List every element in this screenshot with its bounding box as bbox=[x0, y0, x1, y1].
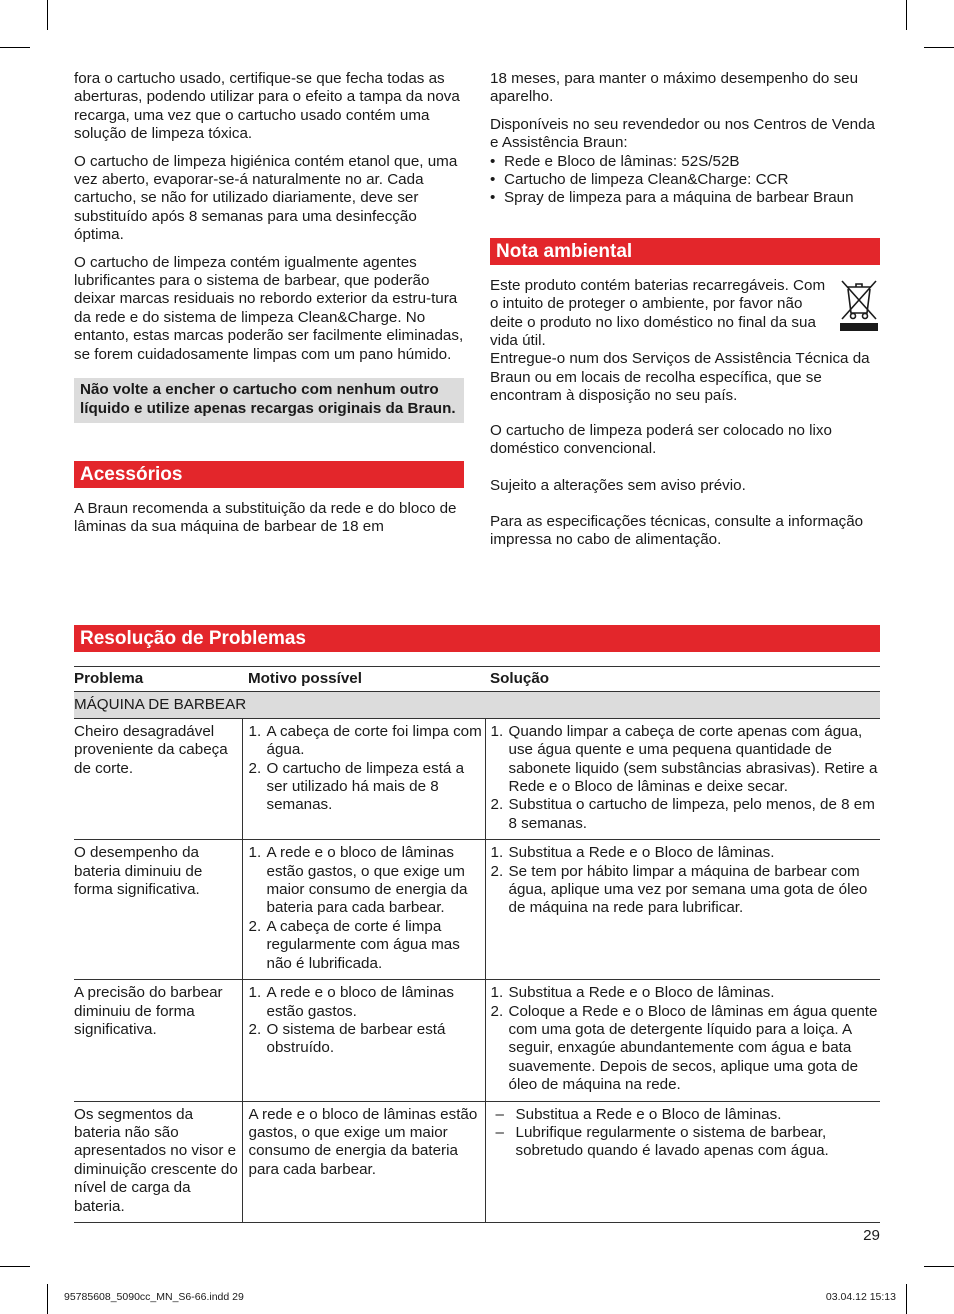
list-item: O cartucho de limpeza está a ser utilizado há mais de 8 semanas. bbox=[266, 759, 465, 814]
cause-cell bbox=[242, 980, 485, 1101]
column-header: Problema bbox=[74, 667, 242, 692]
left-column bbox=[74, 70, 464, 546]
list-item: O sistema de barbear está obstruído. bbox=[266, 1020, 446, 1057]
problem-cell: A precisão do barbear diminuiu de forma significativa. bbox=[74, 980, 242, 1101]
table-row bbox=[74, 840, 880, 980]
list-item: Quando limpar a cabeça de corte apenas com água, use água quente e uma pequena quantidade de sabonete liquido (sem substâncias abrasivas). Retire a Rede e o Bloco de lâminas e deixe secar. bbox=[508, 722, 878, 796]
list-item: Substitua a Rede e o Bloco de lâminas. bbox=[508, 984, 775, 1002]
cause-cell: A rede e o bloco de lâminas estão gastos, o que exige um maior consumo de energia da bateria para cada barbear. bbox=[242, 1101, 485, 1222]
solution-cell bbox=[485, 840, 880, 980]
table-section-row bbox=[74, 692, 880, 718]
problem-cell: O desempenho da bateria diminuiu de forma significativa. bbox=[74, 840, 242, 980]
list-item: – Lubrifique regularmente o sistema de barbear, sobretudo quando é lavado apenas com água. bbox=[491, 1124, 881, 1161]
table-header-row bbox=[74, 667, 880, 692]
section-label: MÁQUINA DE BARBEAR bbox=[74, 692, 880, 718]
cartridge-disposal: O cartucho de limpeza poderá ser colocado no lixo doméstico convencional. bbox=[490, 421, 832, 458]
cause-cell bbox=[242, 840, 485, 980]
list-item: A rede e o bloco de lâminas estão gastos, o que exige um maior consumo de energia da bateria para cada barbear. bbox=[266, 844, 468, 917]
list-item: Se tem por hábito limpar a máquina de barbear com água, aplique uma vez por semana uma gota de óleo de máquina na rede para lubrificar. bbox=[508, 862, 868, 917]
accessories-heading: Acessórios bbox=[74, 461, 464, 488]
paragraph: O cartucho de limpeza contém igualmente agentes lubrificantes para o sistema de barbear, que poderão deixar marcas residuais no rebordo exterior da estru-tura da rede e do sistema de limpeza Clean&Charge. No entanto, estas marcas poderão ser facilmente eliminadas, se forem cuidadosamente limpas com um pano húmido. bbox=[74, 253, 464, 363]
crop-mark bbox=[0, 1266, 30, 1267]
list-item: Coloque a Rede e o Bloco de lâminas em água quente com uma gota de detergente líquido para a loiça. A seguir, enxagúe abundantemente com água e bata suavemente. Depois de secos, aplique uma gota de óleo de máquina na rede. bbox=[508, 1002, 878, 1094]
list-item: A rede e o bloco de lâminas estão gastos. bbox=[266, 984, 454, 1020]
column-header: Solução bbox=[485, 667, 880, 692]
column-header: Motivo possível bbox=[242, 667, 485, 692]
page-number: 29 bbox=[863, 1227, 880, 1244]
warning-note: Não volte a encher o cartucho com nenhum outro líquido e utilize apenas recargas originais da Braun. bbox=[74, 378, 464, 423]
table-row bbox=[74, 718, 880, 839]
subject-change: Sujeito a alterações sem aviso prévio. bbox=[490, 476, 746, 494]
list-item: A cabeça de corte é limpa regularmente com água mas não é lubrificada. bbox=[266, 917, 460, 972]
solution-cell bbox=[485, 718, 880, 839]
crop-mark bbox=[906, 0, 907, 30]
solution-cell bbox=[485, 980, 880, 1101]
environment-block bbox=[490, 277, 880, 406]
crop-mark bbox=[47, 0, 48, 30]
list-item: • Rede e Bloco de lâminas: 52S/52B bbox=[490, 153, 880, 171]
availability-text: Disponíveis no seu revendedor ou nos Centros de Venda e Assistência Braun: bbox=[490, 115, 876, 152]
list-item: A cabeça de corte foi limpa com água. bbox=[266, 722, 482, 759]
crossed-out-wheelie-bin-icon bbox=[838, 277, 880, 335]
list-item: • Cartucho de limpeza Clean&Charge: CCR bbox=[490, 171, 880, 189]
footer-file: 95785608_5090cc_MN_S6-66.indd 29 bbox=[64, 1291, 244, 1303]
environment-text-2: Entregue-o num dos Serviços de Assistência Técnica da Braun ou em locais de recolha específica, que se encontram à disposição no seu país. bbox=[490, 350, 870, 405]
paragraph: fora o cartucho usado, certifique-se que fecha todas as aberturas, podendo utilizar para o efeito a tampa da nova recarga, uma vez que o cartucho usado contém uma solução de limpeza tóxica. bbox=[74, 70, 460, 143]
troubleshooting-heading: Resolução de Problemas bbox=[74, 625, 880, 652]
list-item: Substitua o cartucho de limpeza, pelo menos, de 8 em 8 semanas. bbox=[508, 796, 875, 832]
right-column bbox=[490, 70, 880, 559]
crop-mark bbox=[47, 1284, 48, 1314]
crop-mark bbox=[906, 1284, 907, 1314]
environment-text: Este produto contém baterias recarregáveis. Com o intuito de proteger o ambiente, por favor não deite o produto no lixo doméstico no final da sua vida útil. bbox=[490, 276, 826, 350]
accessories-text: A Braun recomenda a substituição da rede e do bloco de lâminas da sua máquina de barbear de 18 em bbox=[74, 499, 457, 536]
problem-cell: Os segmentos da bateria não são apresentados no visor e diminuição crescente do nível de carga da bateria. bbox=[74, 1101, 242, 1222]
list-item: Substitua a Rede e o Bloco de lâminas. bbox=[508, 844, 775, 862]
paragraph: O cartucho de limpeza higiénica contém etanol que, uma vez aberto, evaporar-se-á naturalmente no ar. Cada cartucho, se não for utilizado diariamente, deve ser substituído após 8 semanas para uma desinfecção óptima. bbox=[74, 152, 458, 244]
environment-heading: Nota ambiental bbox=[490, 238, 880, 265]
list-item: • Spray de limpeza para a máquina de barbear Braun bbox=[490, 189, 880, 207]
table-row bbox=[74, 1101, 880, 1222]
troubleshooting-table bbox=[74, 666, 880, 1223]
crop-mark bbox=[924, 47, 954, 48]
specs-note: Para as especificações técnicas, consulte a informação impressa no cabo de alimentação. bbox=[490, 512, 864, 549]
cause-cell bbox=[242, 718, 485, 839]
footer-date: 03.04.12 15:13 bbox=[825, 1291, 896, 1303]
problem-cell: Cheiro desagradável proveniente da cabeça de corte. bbox=[74, 718, 242, 839]
crop-mark bbox=[924, 1266, 954, 1267]
crop-mark bbox=[0, 47, 30, 48]
accessory-list bbox=[490, 153, 880, 208]
list-item: – Substitua a Rede e o Bloco de lâminas. bbox=[491, 1106, 881, 1124]
table-row bbox=[74, 980, 880, 1101]
solution-cell bbox=[485, 1101, 880, 1222]
paragraph: 18 meses, para manter o máximo desempenho do seu aparelho. bbox=[490, 70, 859, 106]
